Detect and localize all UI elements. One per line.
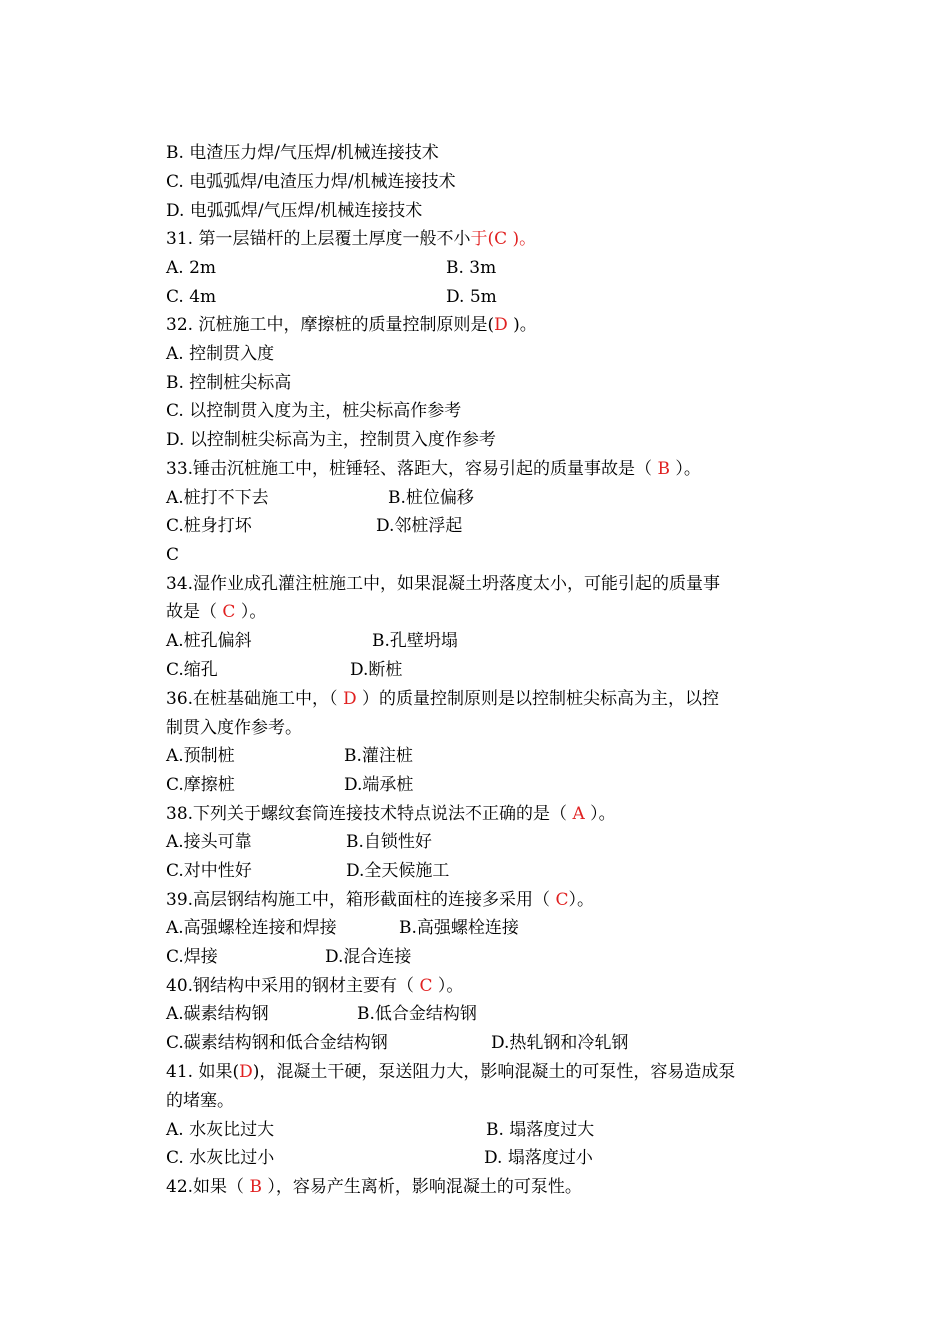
option-left: C.缩孔 [166, 660, 218, 680]
answer-key: B [657, 459, 670, 479]
text-line: C [166, 545, 180, 565]
question-text-tail: ）。 [235, 602, 267, 622]
option-left: A.碳素结构钢 [166, 1004, 269, 1024]
question-line [166, 685, 719, 713]
text-line: C. 以控制贯入度为主，桩尖标高作参考 [166, 401, 462, 421]
option-left: A.预制桩 [166, 746, 235, 766]
question-text: 40.钢结构中采用的钢材主要有（ [166, 976, 420, 996]
question-text: 41. 如果( [166, 1062, 240, 1082]
option-left: A.桩打不下去 [166, 488, 269, 508]
text-line: 制贯入度作参考。 [166, 718, 302, 738]
question-line [166, 800, 616, 828]
option-left: C.桩身打坏 [166, 516, 252, 536]
option-left: C.对中性好 [166, 861, 252, 881]
option-left: A. 水灰比过大 [166, 1120, 275, 1140]
option-right: B.孔壁坍塌 [372, 631, 458, 651]
option-right: B.桩位偏移 [388, 488, 474, 508]
text-line: 的堵塞。 [166, 1091, 234, 1111]
option-right: D. 5m [446, 287, 497, 307]
text-line: B. 电渣压力焊/气压焊/机械连接技术 [166, 143, 439, 163]
question-text: 38.下列关于螺纹套筒连接技术特点说法不正确的是（ [166, 804, 573, 824]
question-text-tail: ）。 [669, 459, 701, 479]
question-text: 33.锤击沉桩施工中，桩锤轻、落距大，容易引起的质量事故是（ [166, 459, 658, 479]
question-text: 39.高层钢结构施工中，箱形截面柱的连接多采用（ [166, 890, 556, 910]
question-text: 36.在桩基础施工中，（ [166, 689, 343, 709]
question-line [166, 311, 537, 339]
question-text: 31. 第一层锚杆的上层覆土厚度一般不小 [166, 229, 471, 249]
option-right: B.低合金结构钢 [357, 1004, 477, 1024]
text-line: C. 电弧弧焊/电渣压力焊/机械连接技术 [166, 172, 456, 192]
answer-key: D [239, 1062, 253, 1082]
answer-key: C [555, 890, 569, 910]
answer-key: 于(C )。 [470, 229, 537, 249]
question-text: 32. 沉桩施工中，摩擦桩的质量控制原则是( [166, 315, 495, 335]
question-text-tail: ）的质量控制原则是以控制桩尖标高为主，以控 [356, 689, 719, 709]
text-line: D. 电弧弧焊/气压焊/机械连接技术 [166, 201, 423, 221]
option-right: D. 塌落度过小 [484, 1148, 593, 1168]
option-right: D.端承桩 [344, 775, 414, 795]
answer-key: B [249, 1177, 262, 1197]
option-left: C. 4m [166, 287, 217, 307]
question-text: 42.如果（ [166, 1177, 250, 1197]
question-text-tail: ）。 [584, 804, 616, 824]
option-right: D.断桩 [350, 660, 403, 680]
option-right: D.邻桩浮起 [376, 516, 463, 536]
option-left: C.碳素结构钢和低合金结构钢 [166, 1033, 388, 1053]
option-right: D.全天候施工 [346, 861, 450, 881]
question-text: 故是（ [166, 602, 223, 622]
question-text-tail: ），容易产生离析，影响混凝土的可泵性。 [261, 1177, 582, 1197]
question-line [166, 886, 594, 914]
option-left: A.接头可靠 [166, 832, 252, 852]
answer-key: A [572, 804, 585, 824]
question-text-tail: ）。 [432, 976, 464, 996]
answer-key: C [419, 976, 433, 996]
option-left: A.高强螺栓连接和焊接 [166, 918, 337, 938]
text-line: 34.湿作业成孔灌注桩施工中，如果混凝土坍落度太小，可能引起的质量事 [166, 574, 721, 594]
option-right: B.高强螺栓连接 [399, 918, 519, 938]
question-text-tail: )。 [507, 315, 537, 335]
question-line [166, 972, 463, 1000]
option-left: C. 水灰比过小 [166, 1148, 275, 1168]
question-line [166, 598, 266, 626]
question-text-tail: ）。 [568, 890, 594, 910]
text-line: A. 控制贯入度 [166, 344, 275, 364]
option-right: D.热轧钢和冷轧钢 [491, 1033, 629, 1053]
question-line [166, 455, 701, 483]
answer-key: D [342, 689, 357, 709]
question-line [166, 1058, 735, 1086]
option-left: A. 2m [166, 258, 217, 278]
option-right: B.灌注桩 [344, 746, 413, 766]
text-line: D. 以控制桩尖标高为主，控制贯入度作参考 [166, 430, 496, 450]
answer-key: C [222, 602, 236, 622]
option-right: B.自锁性好 [346, 832, 432, 852]
option-right: D.混合连接 [325, 947, 412, 967]
option-right: B. 塌落度过大 [486, 1120, 595, 1140]
option-left: A.桩孔偏斜 [166, 631, 252, 651]
text-line: B. 控制桩尖标高 [166, 373, 292, 393]
question-line [166, 1173, 582, 1201]
option-left: C.摩擦桩 [166, 775, 235, 795]
question-text-tail: )，混凝土干硬，泵送阻力大，影响混凝土的可泵性，容易造成泵 [252, 1062, 736, 1082]
option-right: B. 3m [446, 258, 497, 278]
answer-key: D [494, 315, 508, 335]
question-line [166, 225, 536, 253]
option-left: C.焊接 [166, 947, 218, 967]
